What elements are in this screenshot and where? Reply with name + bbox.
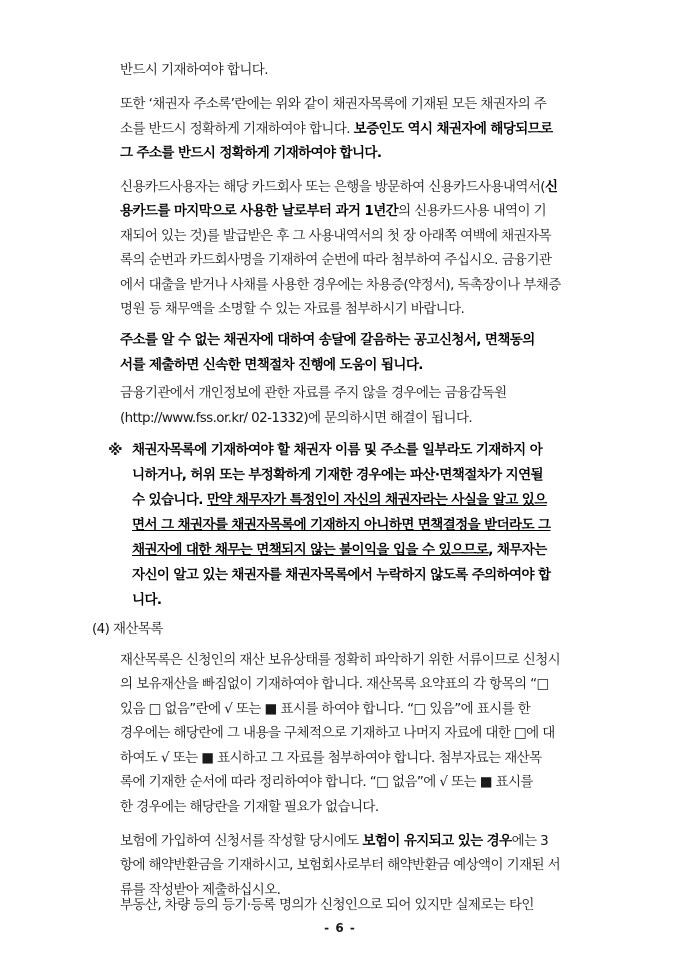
text-line: 자신이 알고 있는 채권자를 채권자목록에서 누락하지 않도록 주의하여야 합	[132, 567, 551, 583]
text-line: 하여도 √ 또는 ■ 표시하고 그 자료를 첨부하여야 합니다. 첨부자료는 재산목	[120, 750, 542, 766]
text-line: 부동산, 차량 등의 등기·등록 명의가 신청인으로 되어 있지만 실제로는 타인	[120, 897, 534, 913]
text-line: 또한 ‘채권자 주소록’란에는 위와 같이 채권자목록에 기재된 모든 채권자의 주	[120, 96, 547, 112]
text-line: 에서 대출을 받거나 사채를 사용한 경우에는 차용증(약정서), 독촉장이나 부채증	[120, 277, 561, 293]
text-line: 신용카드사용자는 해당 카드회사 또는 은행을 방문하여 신용카드사용내역서(신	[120, 179, 558, 195]
page-number: - 6 -	[324, 921, 356, 935]
section-heading: (4) 재산목록	[92, 621, 163, 637]
text-line: 주소를 알 수 없는 채권자에 대하여 송달에 갈음하는 공고신청서, 면책동의	[120, 332, 535, 348]
text-line: 재되어 있는 것)를 발급받은 후 그 사용내역서의 첫 장 아래쪽 여백에 채권자목	[120, 228, 551, 244]
text-line: 서를 제출하면 신속한 면책절차 진행에 도움이 됩니다.	[120, 357, 423, 373]
text-line: 용카드를 마지막으로 사용한 날로부터 과거 1년간의 신용카드사용 내역이 기	[120, 203, 547, 219]
text-line: 경우에는 해당란에 그 내용을 구체적으로 기재하고 나머지 자료에 대한 □에 대	[120, 725, 555, 741]
text-line: 채권자목록에 기재하여야 할 채권자 이름 및 주소를 일부라도 기재하지 아	[132, 442, 543, 458]
text-line: 록에 기재한 순서에 따라 정리하여야 합니다. “□ 없음”에 √ 또는 ■ 표시를	[120, 774, 533, 790]
text-line: 금융기관에서 개인정보에 관한 자료를 주지 않을 경우에는 금융감독원	[120, 385, 507, 401]
text-line: (http://www.fss.or.kr/ 02-1332)에 문의하시면 해결이 됩니다.	[120, 410, 473, 426]
text-line: 반드시 기재하여야 합니다.	[120, 62, 268, 78]
text-line: 니다.	[132, 592, 162, 608]
text-line: 니하거나, 허위 또는 부정확하게 기재한 경우에는 파산·면책절차가 지연될	[132, 467, 543, 483]
text-line: 류를 작성받아 제출하십시오.	[120, 882, 281, 898]
text-line: 의 보유재산을 빠짐없이 기재하여야 합니다. 재산목록 요약표의 각 항목의 “□	[120, 676, 549, 692]
reference-mark: ※	[108, 441, 123, 459]
text-line: 보험에 가입하여 신청서를 작성할 당시에도 보험이 유지되고 있는 경우에는 3	[120, 833, 549, 849]
text-line: 수 있습니다. 만약 채무자가 특정인이 자신의 채권자라는 사실을 알고 있으	[132, 492, 547, 508]
text-line: 항에 해약반환금을 기재하시고, 보험회사로부터 해약반환금 예상액이 기재된 서	[120, 857, 561, 873]
text-line: 면서 그 채권자를 채권자목록에 기재하지 아니하면 면책결정을 받더라도 그	[132, 517, 551, 533]
text-line: 한 경우에는 해당란을 기재할 필요가 없습니다.	[120, 799, 379, 815]
text-line: 그 주소를 반드시 정확하게 기재하여야 합니다.	[120, 145, 382, 161]
text-line: 재산목록은 신청인의 재산 보유상태를 정확히 파악하기 위한 서류이므로 신청시	[120, 652, 561, 668]
text-line: 소를 반드시 정확하게 기재하여야 합니다. 보증인도 역시 채권자에 해당되므로	[120, 121, 553, 137]
text-line: 록의 순번과 카드회사명을 기재하여 순번에 따라 첨부하여 주십시오. 금융기관	[120, 252, 552, 268]
text-line: 있음 □ 없음”란에 √ 또는 ■ 표시를 하여야 합니다. “□ 있음”에 표시를 한	[120, 701, 531, 717]
text-line: 명원 등 채무액을 소명할 수 있는 자료를 첨부하시기 바랍니다.	[120, 301, 465, 317]
text-line: 채권자에 대한 채무는 면책되지 않는 불이익을 입을 수 있으므로, 채무자는	[132, 542, 547, 558]
